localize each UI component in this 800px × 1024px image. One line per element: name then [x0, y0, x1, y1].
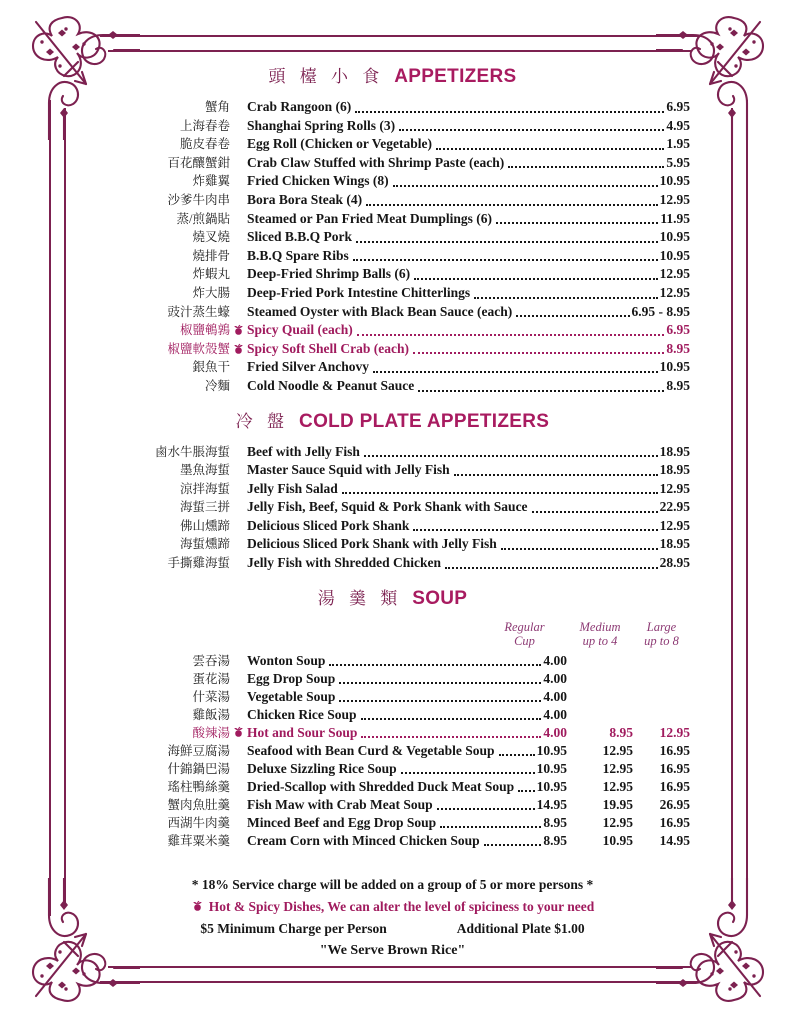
item-name-english: Deep-Fried Pork Intestine Chitterlings — [247, 284, 471, 300]
dot-leader — [413, 352, 664, 354]
menu-item-row — [95, 443, 690, 462]
column-header-line1: Medium — [579, 619, 621, 634]
item-name-chinese: 海蜇三拼 — [179, 500, 230, 515]
dot-leader — [437, 808, 535, 810]
item-name-english: Spicy Quail (each) — [247, 322, 353, 338]
item-name-english: Crab Claw Stuffed with Shrimp Paste (each) — [247, 154, 505, 170]
chili-pepper-icon — [230, 834, 247, 847]
item-name-chinese: 佛山燻蹄 — [179, 518, 230, 533]
item-main — [247, 688, 567, 706]
section-title — [95, 409, 690, 436]
item-name-english: Dried-Scallop with Shredded Duck Meat Soup — [247, 778, 515, 794]
item-name-chinese: 百花釀蟹鉗 — [167, 155, 230, 170]
item-name-english: Fried Silver Anchovy — [247, 359, 370, 375]
item-name-chinese: 瑤柱鴨絲羹 — [167, 779, 230, 794]
chili-pepper-icon — [230, 780, 247, 793]
item-price-large: 16.95 — [659, 814, 690, 830]
item-name-chinese: 什菜湯 — [192, 689, 230, 704]
item-name-chinese: 沙爹牛肉串 — [167, 192, 230, 207]
item-price-regular: 4.00 — [543, 670, 567, 686]
item-main — [247, 742, 567, 760]
item-name-chinese: 燒排骨 — [192, 248, 230, 263]
dot-leader — [353, 259, 658, 261]
item-name-english: Jelly Fish Salad — [247, 480, 338, 496]
service-charge-note: * 18% Service charge will be added on a group of 5 or more persons * — [191, 876, 594, 892]
item-name-chinese: 蟹肉魚肚羹 — [167, 797, 230, 812]
item-price: 18.95 — [659, 536, 690, 552]
item-name-chinese: 上海春卷 — [179, 118, 230, 133]
chili-pepper-icon — [230, 305, 247, 318]
item-price-large: 16.95 — [659, 742, 690, 758]
dot-leader — [418, 390, 664, 392]
item-price-medium: 10.95 — [602, 832, 633, 848]
additional-plate-note: Additional Plate $1.00 — [456, 920, 585, 936]
item-main — [247, 117, 690, 136]
item-price: 6.95 — [666, 322, 690, 338]
menu-item-row — [95, 688, 690, 706]
item-name-english: Sliced B.B.Q Pork — [247, 229, 353, 245]
border-right-outer — [746, 100, 748, 916]
item-name-chinese: 什錦鍋巴湯 — [167, 761, 230, 776]
item-name-english: Chicken Rice Soup — [247, 706, 357, 722]
chili-pepper-icon — [230, 445, 247, 458]
item-name-english: Delicious Sliced Pork Shank — [247, 517, 410, 533]
dot-leader — [366, 204, 658, 206]
chili-pepper-icon — [230, 212, 247, 225]
chili-pepper-icon — [230, 194, 247, 207]
dot-leader — [532, 511, 658, 513]
section-title-chinese: 頭 檯 小 食 — [268, 67, 385, 86]
item-main — [247, 340, 690, 359]
item-main — [247, 778, 567, 796]
item-name-english: Spicy Soft Shell Crab (each) — [247, 340, 409, 356]
item-price: 12.95 — [659, 517, 690, 533]
border-bottom-outer — [100, 981, 700, 983]
menu-rows — [95, 443, 690, 573]
dot-leader — [329, 664, 541, 666]
chili-pepper-icon — [230, 708, 247, 721]
item-name-english: Cold Noodle & Peanut Sauce — [247, 377, 415, 393]
item-name-chinese: 手撕雞海蜇 — [167, 556, 230, 571]
menu-item-row — [95, 358, 690, 377]
item-main — [247, 554, 690, 573]
section-appetizers — [95, 64, 690, 396]
chili-pepper-icon — [230, 726, 247, 739]
chili-pepper-icon — [230, 672, 247, 685]
brown-rice-note: "We Serve Brown Rice" — [319, 942, 466, 958]
menu-item-row — [95, 265, 690, 284]
column-header-medium — [567, 620, 633, 648]
item-main — [247, 443, 690, 462]
menu-item-row — [95, 517, 690, 536]
dot-leader — [496, 222, 658, 224]
dot-leader — [357, 334, 665, 336]
dot-leader — [474, 297, 658, 299]
chili-pepper-icon — [230, 324, 247, 337]
item-price: 18.95 — [659, 443, 690, 459]
item-price-regular: 14.95 — [536, 796, 567, 812]
chili-pepper-icon — [230, 744, 247, 757]
dot-leader — [414, 278, 658, 280]
item-name-english: B.B.Q Spare Ribs — [247, 247, 349, 263]
dot-leader — [361, 718, 542, 720]
item-price-large: 12.95 — [659, 724, 690, 740]
item-name-english: Beef with Jelly Fish — [247, 443, 360, 459]
item-name-english: Shanghai Spring Rolls (3) — [247, 117, 396, 133]
chili-pepper-icon — [230, 482, 247, 495]
chili-pepper-icon — [230, 157, 247, 170]
section-title — [95, 586, 690, 613]
menu-item-row — [95, 340, 690, 359]
chili-pepper-icon — [230, 250, 247, 263]
section-title — [95, 64, 690, 91]
item-name-chinese: 雞飯湯 — [192, 707, 230, 722]
section-soup — [95, 586, 690, 850]
item-main — [247, 191, 690, 210]
item-price: 8.95 — [666, 377, 690, 393]
chili-pepper-icon — [230, 557, 247, 570]
item-name-english: Seafood with Bean Curd & Vegetable Soup — [247, 742, 495, 758]
item-name-english: Steamed or Pan Fried Meat Dumplings (6) — [247, 210, 492, 226]
item-price: 22.95 — [659, 499, 690, 515]
item-main — [247, 154, 690, 173]
item-main — [247, 652, 567, 670]
item-name-chinese: 銀魚干 — [192, 360, 230, 375]
dot-leader — [499, 754, 535, 756]
item-price-regular: 10.95 — [536, 742, 567, 758]
item-price-regular: 8.95 — [543, 832, 567, 848]
dot-leader — [339, 700, 541, 702]
minimum-charge-note: $5 Minimum Charge per Person — [200, 920, 387, 936]
item-main — [247, 98, 690, 117]
item-name-english: Cream Corn with Minced Chicken Soup — [247, 832, 480, 848]
section-cold-plate — [95, 409, 690, 573]
chili-pepper-icon — [230, 798, 247, 811]
chili-pepper-icon — [230, 464, 247, 477]
item-price-regular: 10.95 — [536, 778, 567, 794]
chili-pepper-icon — [230, 361, 247, 374]
item-price-regular: 10.95 — [536, 760, 567, 776]
item-main — [247, 172, 690, 191]
item-main — [247, 303, 690, 322]
column-header-line2: up to 8 — [644, 633, 679, 648]
column-header-line2: up to 4 — [582, 633, 618, 648]
item-name-english: Deluxe Sizzling Rice Soup — [247, 760, 397, 776]
item-name-chinese: 蛋花湯 — [192, 671, 230, 686]
menu-item-row — [95, 760, 690, 778]
item-main — [247, 670, 567, 688]
column-header-line2: Cup — [514, 633, 535, 648]
chili-pepper-icon — [230, 231, 247, 244]
dot-leader — [356, 241, 658, 243]
item-main — [247, 796, 567, 814]
chili-pepper-icon — [230, 816, 247, 829]
item-price: 6.95 — [666, 99, 690, 114]
dot-leader — [342, 492, 658, 494]
chili-pepper-icon — [230, 762, 247, 775]
item-name-chinese: 冷麵 — [204, 378, 230, 393]
item-price: 12.95 — [659, 480, 690, 496]
item-name-english: Fish Maw with Crab Meat Soup — [247, 796, 433, 812]
item-main — [247, 814, 567, 832]
item-name-english: Jelly Fish with Shredded Chicken — [247, 555, 442, 571]
chili-pepper-icon — [230, 101, 247, 114]
footer-notes — [95, 874, 690, 962]
item-name-english: Master Sauce Squid with Jelly Fish — [247, 462, 450, 478]
item-price: 18.95 — [659, 462, 690, 478]
item-price: 1.95 — [666, 136, 690, 152]
item-main — [247, 535, 690, 554]
item-price: 11.95 — [660, 210, 690, 226]
item-name-english: Deep-Fried Shrimp Balls (6) — [247, 266, 411, 282]
chili-pepper-icon — [230, 268, 247, 281]
item-main — [247, 247, 690, 266]
dot-leader — [454, 474, 658, 476]
chili-pepper-icon — [230, 343, 247, 356]
menu-content — [95, 64, 690, 962]
item-name-chinese: 涼拌海蜇 — [179, 481, 230, 496]
item-main — [247, 498, 690, 517]
spicy-note — [95, 896, 690, 918]
border-left-inner — [64, 108, 66, 906]
dot-leader — [516, 315, 629, 317]
menu-item-row — [95, 154, 690, 173]
item-name-chinese: 脆皮春卷 — [179, 137, 230, 152]
soup-size-columns — [95, 620, 690, 648]
dot-leader — [399, 129, 664, 131]
item-price-regular: 4.00 — [543, 652, 567, 668]
column-header-large — [633, 620, 690, 648]
dot-leader — [518, 790, 534, 792]
item-price: 12.95 — [659, 191, 690, 207]
item-price: 28.95 — [659, 555, 690, 571]
spicy-note-text: Hot & Spicy Dishes, We can alter the level of spiciness to your need — [208, 898, 595, 914]
chili-pepper-icon — [230, 520, 247, 533]
dot-leader — [445, 567, 658, 569]
menu-item-row — [95, 117, 690, 136]
item-price-large: 14.95 — [659, 832, 690, 848]
item-name-english: Delicious Sliced Pork Shank with Jelly Fish — [247, 536, 497, 552]
item-name-chinese: 海鮮豆腐湯 — [167, 743, 230, 758]
item-name-english: Minced Beef and Egg Drop Soup — [247, 814, 437, 830]
chili-pepper-icon — [230, 175, 247, 188]
dot-leader — [484, 844, 542, 846]
item-name-chinese: 炸大腸 — [192, 285, 230, 300]
border-bottom-inner — [108, 966, 692, 968]
chili-pepper-icon — [230, 654, 247, 667]
item-name-chinese: 蟹角 — [204, 100, 230, 114]
item-name-chinese: 雞茸粟米羹 — [167, 833, 230, 848]
minimum-charge-line — [95, 918, 690, 940]
item-price: 5.95 — [666, 154, 690, 170]
column-header-line1: Regular — [504, 619, 545, 634]
item-name-chinese: 燒叉燒 — [192, 230, 230, 245]
item-name-chinese: 豉汁蒸生蠔 — [167, 304, 230, 319]
item-name-english: Fried Chicken Wings (8) — [247, 173, 389, 189]
menu-rows — [95, 652, 690, 850]
item-price-large: 16.95 — [659, 778, 690, 794]
menu-item-row — [95, 554, 690, 573]
chili-pepper-icon — [230, 380, 247, 393]
item-name-chinese: 蒸/煎鍋貼 — [176, 211, 230, 226]
item-name-chinese: 海蜇燻蹄 — [179, 537, 230, 552]
column-spacer — [95, 620, 482, 648]
menu-item-row — [95, 670, 690, 688]
dot-leader — [436, 148, 664, 150]
chili-pepper-icon — [191, 900, 204, 913]
item-name-english: Crab Rangoon (6) — [247, 99, 352, 114]
border-top-inner — [108, 50, 692, 52]
item-name-chinese: 椒鹽鵪鶉 — [179, 323, 230, 338]
chili-pepper-icon — [230, 501, 247, 514]
dot-leader — [364, 455, 658, 457]
section-title-english: COLD PLATE APPETIZERS — [299, 410, 550, 432]
menu-item-row — [95, 724, 690, 742]
item-main — [247, 832, 567, 850]
menu-item-row — [95, 172, 690, 191]
dot-leader — [508, 166, 664, 168]
menu-item-row — [95, 377, 690, 396]
column-header-regular — [482, 620, 567, 648]
item-main — [247, 228, 690, 247]
item-price-medium: 12.95 — [602, 742, 633, 758]
menu-item-row — [95, 191, 690, 210]
menu-item-row — [95, 210, 690, 229]
item-price-medium: 12.95 — [602, 760, 633, 776]
item-price: 6.95 - 8.95 — [631, 303, 690, 319]
item-price-large: 16.95 — [659, 760, 690, 776]
item-name-english: Bora Bora Steak (4) — [247, 191, 363, 207]
section-title-chinese: 湯 羹 類 — [317, 588, 403, 608]
border-right-inner — [731, 108, 733, 906]
item-price-regular: 8.95 — [543, 814, 567, 830]
item-main — [247, 706, 567, 724]
item-main — [247, 461, 690, 480]
item-price-medium: 12.95 — [602, 814, 633, 830]
item-price: 10.95 — [659, 173, 690, 189]
item-name-chinese: 炸雞翼 — [192, 174, 230, 189]
item-main — [247, 377, 690, 396]
section-title-chinese: 冷 盤 — [235, 411, 290, 431]
item-name-english: Hot and Sour Soup — [247, 724, 358, 740]
dot-leader — [401, 772, 535, 774]
menu-item-row — [95, 778, 690, 796]
item-name-chinese: 炸蝦丸 — [192, 267, 230, 282]
border-top-outer — [100, 35, 700, 37]
menu-item-row — [95, 535, 690, 554]
item-name-chinese: 雲吞湯 — [192, 653, 230, 668]
border-left-outer — [49, 100, 51, 916]
item-name-english: Steamed Oyster with Black Bean Sauce (each) — [247, 303, 513, 319]
item-price-medium: 8.95 — [609, 724, 633, 740]
menu-item-row — [95, 228, 690, 247]
section-title-english: SOUP — [412, 587, 468, 609]
item-main — [247, 135, 690, 154]
item-name-chinese: 西湖牛肉羹 — [167, 815, 230, 830]
menu-item-row — [95, 321, 690, 340]
chili-pepper-icon — [230, 538, 247, 551]
menu-item-row — [95, 814, 690, 832]
item-price-medium: 19.95 — [602, 796, 633, 812]
item-main — [247, 760, 567, 778]
chili-pepper-icon — [230, 287, 247, 300]
dot-leader — [413, 529, 657, 531]
menu-item-row — [95, 796, 690, 814]
menu-item-row — [95, 303, 690, 322]
menu-item-row — [95, 480, 690, 499]
menu-item-row — [95, 742, 690, 760]
menu-rows — [95, 98, 690, 396]
item-name-english: Vegetable Soup — [247, 688, 336, 704]
dot-leader — [440, 826, 541, 828]
item-price: 12.95 — [659, 266, 690, 282]
item-main — [247, 517, 690, 536]
item-name-chinese: 椒鹽軟殼蟹 — [167, 341, 230, 356]
item-main — [247, 284, 690, 303]
menu-item-row — [95, 284, 690, 303]
item-name-chinese: 墨魚海蜇 — [179, 463, 230, 478]
item-price: 4.95 — [666, 117, 690, 133]
item-price: 10.95 — [659, 359, 690, 375]
item-price-medium: 12.95 — [602, 778, 633, 794]
menu-item-row — [95, 98, 690, 117]
item-name-english: Wonton Soup — [247, 652, 326, 668]
menu-item-row — [95, 706, 690, 724]
item-price-large: 26.95 — [659, 796, 690, 812]
column-header-line1: Large — [646, 619, 677, 634]
dot-leader — [393, 185, 658, 187]
item-name-chinese: 鹵水牛脹海蜇 — [154, 444, 230, 459]
item-main — [247, 265, 690, 284]
item-name-chinese: 酸辣湯 — [192, 725, 230, 740]
dot-leader — [361, 736, 541, 738]
menu-item-row — [95, 498, 690, 517]
section-title-english: APPETIZERS — [394, 66, 517, 87]
menu-item-row — [95, 832, 690, 850]
item-price-regular: 4.00 — [543, 706, 567, 722]
item-price: 12.95 — [659, 284, 690, 300]
chili-pepper-icon — [230, 119, 247, 132]
item-main — [247, 321, 690, 340]
dot-leader — [339, 682, 541, 684]
item-price: 8.95 — [666, 340, 690, 356]
menu-item-row — [95, 247, 690, 266]
menu-item-row — [95, 461, 690, 480]
item-main — [247, 358, 690, 377]
item-name-english: Jelly Fish, Beef, Squid & Pork Shank with Sauce — [247, 499, 528, 515]
item-price-regular: 4.00 — [543, 688, 567, 704]
chili-pepper-icon — [230, 690, 247, 703]
item-main — [247, 210, 690, 229]
item-main — [247, 480, 690, 499]
item-name-english: Egg Roll (Chicken or Vegetable) — [247, 136, 432, 152]
dot-leader — [355, 111, 664, 113]
menu-item-row — [95, 135, 690, 154]
dot-leader — [373, 371, 658, 373]
menu-item-row — [95, 652, 690, 670]
item-price-regular: 4.00 — [543, 724, 567, 740]
item-name-english: Egg Drop Soup — [247, 670, 336, 686]
item-price: 10.95 — [659, 247, 690, 263]
chili-pepper-icon — [230, 138, 247, 151]
dot-leader — [501, 548, 658, 550]
item-main — [247, 724, 567, 742]
item-price: 10.95 — [659, 229, 690, 245]
